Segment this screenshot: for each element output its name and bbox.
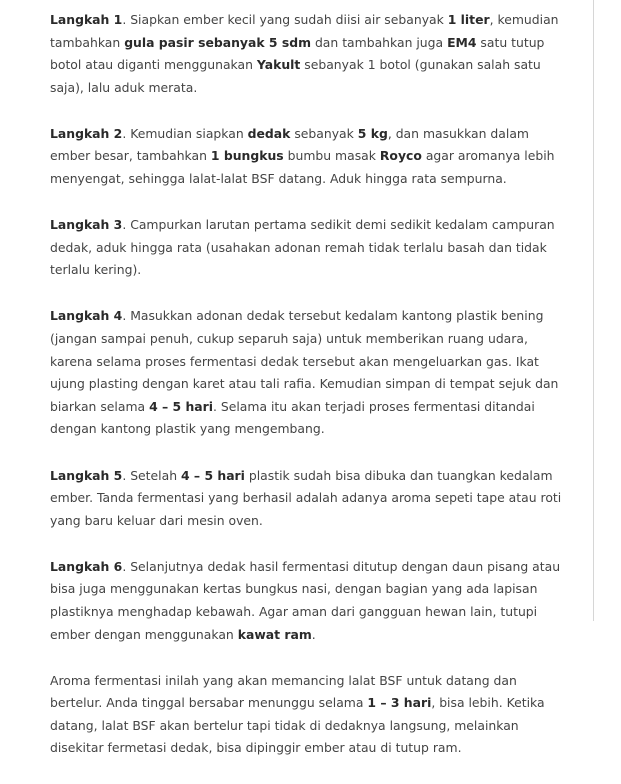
- paragraph-step-2: [50, 123, 570, 191]
- text-run: satu tutup botol atau diganti menggunakan: [50, 34, 545, 73]
- paragraph-step-1: [50, 9, 570, 99]
- text-run: . Masukkan adonan dedak tersebut kedalam kantong plastik bening (jangan sampai penuh, cukup separuh saja) untuk memberikan ruang udara, karena selama proses fermentasi dedak tersebut akan mengeluarkan gas. Ikat ujung plasting dengan karet atau tali rafia. Kemudian simpan di tempat sejuk dan biarkan selama: [50, 308, 559, 414]
- text-run: agar aromanya lebih menyengat, sehingga lalat-lalat BSF datang. Aduk hingga rata sempurna.: [50, 148, 555, 187]
- emphasis: 5 kg: [357, 125, 388, 141]
- text-run: .: [311, 626, 316, 642]
- paragraph-step-5: [50, 465, 570, 533]
- text-run: , dan masukkan dalam ember besar, tambahkan: [50, 125, 529, 164]
- text-run: . Selama itu akan terjadi proses fermentasi ditandai dengan kantong plastik yang mengembang.: [50, 398, 535, 437]
- article-body: [50, 9, 570, 784]
- text-run: sebanyak 1 botol (gunakan salah satu saja), lalu aduk merata.: [50, 57, 541, 95]
- text-run: sebanyak: [290, 125, 358, 141]
- emphasis: dedak: [247, 125, 291, 141]
- paragraph-closing: [50, 670, 570, 760]
- page-border: [593, 0, 594, 621]
- text-run: . Siapkan ember kecil yang sudah diisi air sebanyak: [122, 12, 448, 27]
- emphasis: gula pasir sebanyak 5 sdm: [124, 34, 311, 50]
- text-run: bumbu masak: [283, 148, 380, 164]
- text-run: . Campurkan larutan pertama sedikit demi sedikit kedalam campuran dedak, aduk hingga rata (usahakan adonan remah tidak terlalu basah dan tidak terlalu kering).: [50, 217, 555, 278]
- paragraph-step-6: [50, 556, 570, 646]
- emphasis: EM4: [447, 34, 477, 50]
- text-run: . Kemudian siapkan: [122, 125, 248, 141]
- text-run: . Selanjutnya dedak hasil fermentasi ditutup dengan daun pisang atau bisa juga menggunakan kertas bungkus nasi, dengan bagian yang ada lapisan plastiknya menghadap kebawah. Agar aman dari gangguan hewan lain, tutupi ember dengan menggunakan: [50, 558, 561, 642]
- emphasis: 1 liter: [447, 12, 490, 27]
- paragraph-step-3: [50, 214, 570, 282]
- step-label: Langkah 1: [50, 12, 123, 27]
- emphasis: 4 – 5 hari: [149, 398, 213, 414]
- emphasis: 1 – 3 hari: [367, 695, 432, 711]
- text-run: plastik sudah bisa dibuka dan tuangkan kedalam ember. Tanda fermentasi yang berhasil adalah adanya aroma sepeti tape atau roti yang baru keluar dari mesin oven.: [50, 467, 562, 528]
- emphasis: 1 bungkus: [210, 148, 284, 164]
- step-label: Langkah 3: [50, 217, 123, 233]
- emphasis: Royco: [379, 148, 422, 164]
- step-label: Langkah 6: [50, 558, 123, 574]
- emphasis: Yakult: [256, 57, 301, 73]
- emphasis: 4 – 5 hari: [181, 467, 245, 483]
- text-run: , bisa lebih. Ketika datang, lalat BSF akan bertelur tapi tidak di dedaknya langsung, melainkan disekitar fermetasi dedak, bisa dipinggir ember atau di tutup ram.: [50, 695, 545, 756]
- emphasis: kawat ram: [237, 626, 312, 642]
- text-run: , kemudian tambahkan: [50, 12, 559, 50]
- paragraph-step-4: [50, 305, 570, 441]
- step-label: Langkah 5: [50, 467, 123, 483]
- text-run: Aroma fermentasi inilah yang akan memancing lalat BSF untuk datang dan bertelur. Anda tinggal bersabar menunggu selama: [50, 672, 517, 711]
- step-label: Langkah 2: [50, 125, 123, 141]
- text-run: dan tambahkan juga: [311, 34, 448, 50]
- step-label: Langkah 4: [50, 308, 123, 324]
- text-run: . Setelah: [122, 467, 181, 483]
